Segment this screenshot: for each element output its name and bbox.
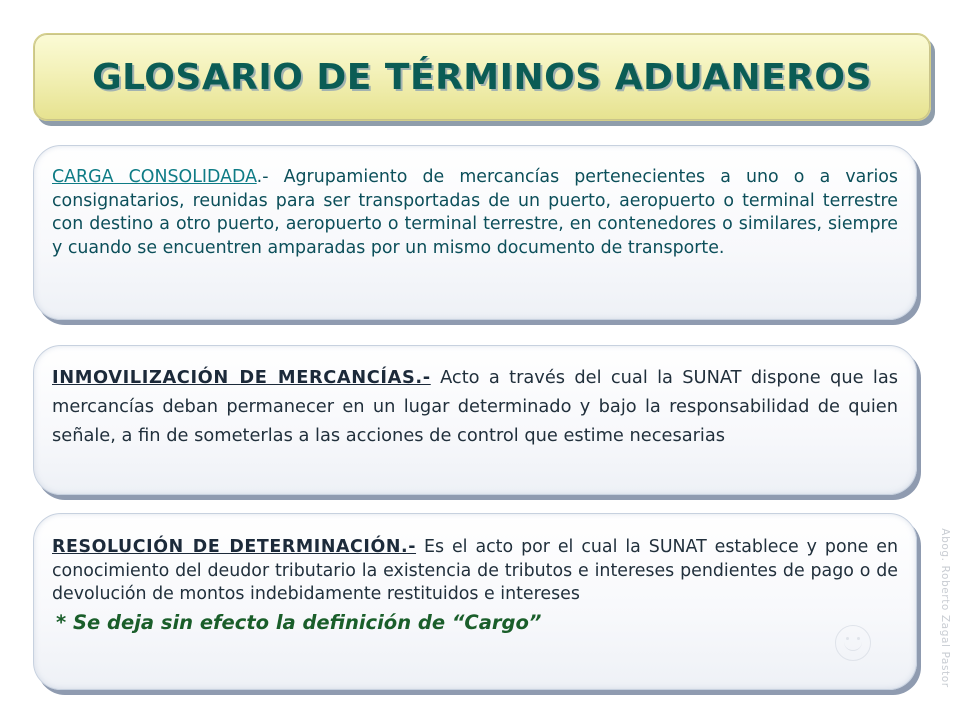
- glossary-definition: Acto a través del cual la SUNAT dispone que las mercancías deban permanecer en un lugar determinado y bajo la responsabilidad de quien señale, a fin de someterlas a las acciones de control que estime necesarias: [52, 367, 898, 446]
- glossary-entry-text: [52, 363, 898, 450]
- glossary-term: CARGA CONSOLIDADA: [52, 167, 257, 187]
- glossary-card-inmovilizacion: [33, 345, 917, 495]
- glossary-definition: Es el acto por el cual la SUNAT establece y pone en conocimiento del deudor tributario la existencia de tributos e intereses pendientes de pago o de devolución de montos indebidamente restituidos e intereses: [52, 537, 898, 604]
- smiley-icon: [835, 625, 871, 661]
- smiley-mouth: [844, 640, 862, 651]
- glossary-term: INMOVILIZACIÓN DE MERCANCÍAS.-: [52, 367, 431, 388]
- glossary-term: RESOLUCIÓN DE DETERMINACIÓN.-: [52, 537, 417, 557]
- glossary-entry-text: [52, 166, 898, 260]
- glossary-card-resolucion: [33, 513, 917, 690]
- page-title: GLOSARIO DE TÉRMINOS ADUANEROS: [92, 56, 872, 98]
- glossary-entry-text: [52, 536, 898, 607]
- title-banner: [33, 33, 931, 121]
- glossary-definition: Agrupamiento de mercancías pertenecientes a uno o a varios consignatarios, reunidas para ser transportadas de un puerto, aeropuerto o terminal terrestre con destino a otro puerto, aeropuerto o terminal terrestre, en contenedores o similares, siempre y cuando se encuentren amparadas por un mismo documento de transporte.: [52, 167, 898, 258]
- term-separator: .-: [256, 167, 269, 187]
- author-watermark: Abog. Roberto Zagal Pastor: [939, 528, 951, 688]
- glossary-card-carga-consolidada: [33, 145, 917, 320]
- glossary-note: * Se deja sin efecto la definición de “Cargo”: [56, 610, 542, 634]
